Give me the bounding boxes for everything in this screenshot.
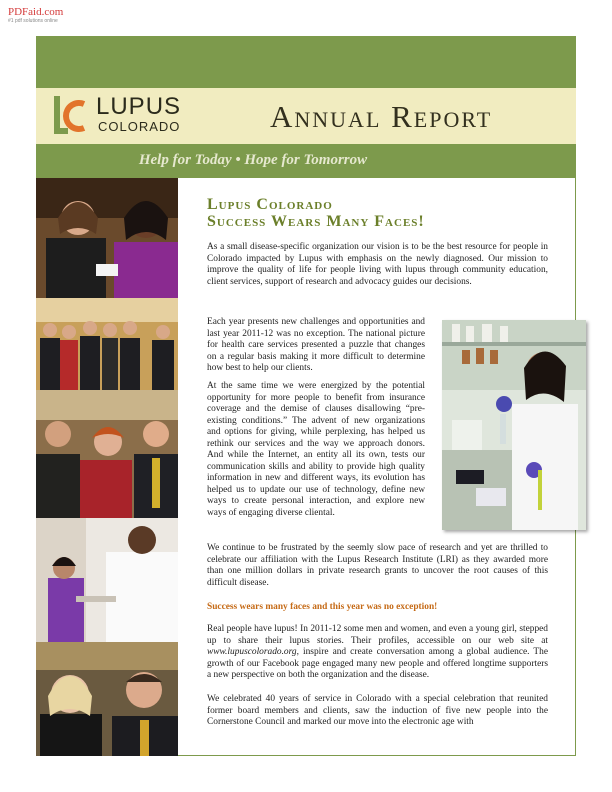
photo-lab-researcher bbox=[442, 320, 586, 530]
article-paragraph: Each year presents new challenges and opportunities and last year 2011-12 was no exception. The national picture for health care services presented a puzzle that changes on a regular basis making it more difficult to determine how best to help our clients. bbox=[207, 317, 425, 373]
article-heading-line1: Lupus Colorado bbox=[207, 196, 333, 213]
paragraph-text: , inspire and create conversation among a global audience. The growth of our Facebook page engaged many new people and offered longtime supporters a new perspective on both the organization and the disease. bbox=[207, 647, 548, 680]
watermark-brand: PDFaid.com bbox=[8, 6, 64, 18]
article-heading-line2: Success Wears Many Faces! bbox=[207, 213, 425, 230]
watermark-sub: #1 pdf solutions online bbox=[8, 18, 58, 24]
logo-wordmark-colorado: COLORADO bbox=[98, 119, 181, 134]
article-paragraph bbox=[207, 624, 548, 682]
article-paragraph: We celebrated 40 years of service in Colorado with a special celebration that reunited former board members and clients, saw the induction of five new people into the Cornerstone Council and marked our move into the electronic age with bbox=[207, 694, 548, 727]
photo-doctor-consult bbox=[36, 518, 178, 642]
paragraph-text: Real people have lupus! In 2011-12 some men and women, and even a young girl, stepped up to share their lupus stories. Their profiles, accessible on our web site at bbox=[207, 624, 548, 646]
website-link[interactable]: www.lupuscolorado.org bbox=[207, 647, 297, 657]
photo-three-guests bbox=[36, 390, 178, 518]
photo-column bbox=[36, 178, 178, 756]
article-highlight: Success wears many faces and this year was no exception! bbox=[207, 602, 438, 612]
header-top-band bbox=[36, 36, 576, 88]
report-title: Annual Report bbox=[270, 99, 493, 134]
lupus-colorado-logo-icon bbox=[54, 96, 86, 136]
article-paragraph: At the same time we were energized by the potential opportunity for more people to benefit from insurance coverage and the demise of clauses disallowing “pre-existing conditions.” The advent of new organizations and options for giving, while perplexing, has helped us rethink our services and the way we approach donors. And while the Internet, an entity all its own, tests our communication skills and ability to provide high quality information in new and different ways, its evolution has helped us to update our use of technology, define new ways to create personal interaction, and explore new ways of engaging diverse cliental. bbox=[207, 381, 425, 518]
logo-wordmark-lupus: LUPUS bbox=[96, 93, 182, 120]
photo-group-gala bbox=[36, 298, 178, 390]
tagline: Help for Today • Hope for Tomorrow bbox=[138, 152, 368, 168]
article-paragraph: We continue to be frustrated by the seemly slow pace of research and yet are thrilled to celebrate our affiliation with the Lupus Research Institute (LRI) as they awarded more than one million dollars in private research grants to uncover the root causes of this difficult disease. bbox=[207, 543, 548, 588]
article-paragraph: As a small disease-specific organization our vision is to be the best resource for people in Colorado impacted by Lupus with emphasis on the newly diagnosed. Our mission to improve the quality of life for people living with lupus through community education, client services, support of research and advocacy guides our decisions. bbox=[207, 242, 548, 287]
photo-two-women bbox=[36, 178, 178, 298]
photo-couple bbox=[36, 642, 178, 756]
pdfaid-watermark bbox=[8, 6, 63, 25]
